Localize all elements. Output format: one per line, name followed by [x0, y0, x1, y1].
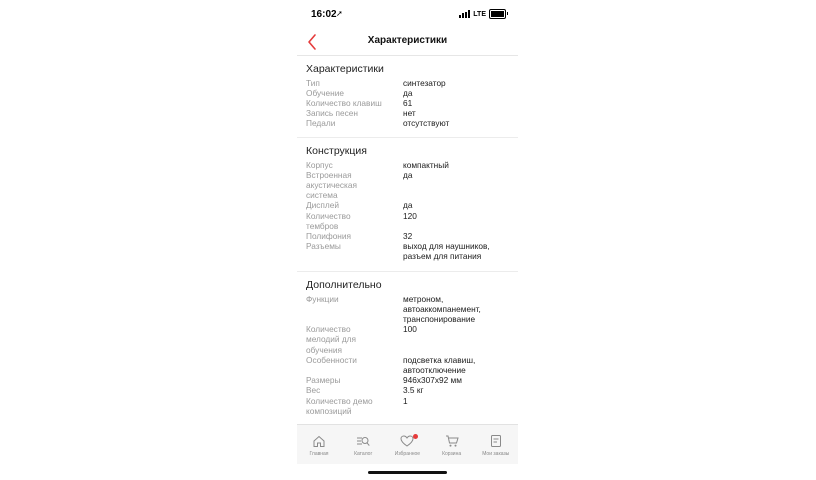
status-bar — [297, 0, 518, 28]
status-time: 16:02 — [311, 9, 337, 20]
spec-value-line: транспонирование — [403, 313, 476, 324]
spec-row — [306, 78, 512, 88]
tab-catalog-search[interactable] — [341, 425, 385, 465]
location-arrow-icon: ➚ — [336, 9, 343, 18]
spec-value — [403, 200, 513, 210]
spec-section — [297, 138, 518, 272]
heart-icon — [400, 434, 414, 448]
spec-label — [306, 324, 398, 355]
spec-label-line: Функции — [306, 293, 339, 304]
spec-row — [306, 98, 512, 108]
spec-value — [403, 385, 513, 395]
spec-value-line: синтезатор — [403, 77, 446, 88]
spec-value — [403, 324, 513, 334]
spec-value-line: автоотключение — [403, 364, 466, 375]
spec-label — [306, 294, 398, 304]
spec-row — [306, 385, 512, 395]
spec-label-line: Педали — [306, 118, 336, 129]
spec-value-line: 61 — [403, 97, 413, 108]
catalog-search-icon — [356, 434, 370, 448]
tab-label: Избранное — [394, 451, 421, 457]
spec-value — [403, 98, 513, 108]
spec-label — [306, 78, 398, 88]
tab-home[interactable] — [297, 425, 341, 465]
spec-label — [306, 385, 398, 395]
spec-value — [403, 355, 513, 375]
spec-value — [403, 88, 513, 98]
spec-row — [306, 231, 512, 241]
spec-row — [306, 200, 512, 210]
spec-label-line: Обучение — [306, 87, 344, 98]
spec-value-line: да — [403, 200, 413, 211]
tab-label: Мои заказы — [482, 451, 510, 457]
spec-label — [306, 396, 398, 416]
signal-icon — [459, 10, 470, 18]
spec-label-line: Дисплей — [306, 200, 339, 211]
spec-label-line: Встроенная — [306, 169, 352, 180]
spec-value — [403, 118, 513, 128]
spec-label — [306, 170, 398, 201]
status-indicators — [459, 9, 506, 19]
battery-icon — [489, 9, 506, 19]
spec-row — [306, 88, 512, 98]
spec-label — [306, 108, 398, 118]
spec-label-line: акустическая — [306, 179, 357, 190]
spec-row — [306, 324, 512, 355]
spec-label-line: обучения — [306, 344, 342, 355]
section-title: Характеристики — [306, 63, 384, 75]
spec-label — [306, 241, 398, 251]
spec-label-line: Количество — [306, 324, 351, 335]
spec-value — [403, 294, 513, 325]
spec-value — [403, 241, 513, 261]
network-type: LTE — [473, 10, 486, 18]
home-icon — [312, 434, 326, 448]
spec-value — [403, 396, 513, 406]
spec-label-line: мелодий для — [306, 334, 356, 345]
tab-label: Главная — [309, 451, 329, 457]
spec-row — [306, 170, 512, 201]
spec-label — [306, 160, 398, 170]
tab-cart[interactable] — [430, 425, 474, 465]
spec-value-line: да — [403, 169, 413, 180]
spec-value-line: разъем для питания — [403, 251, 482, 262]
spec-label — [306, 98, 398, 108]
spec-row — [306, 241, 512, 261]
spec-row — [306, 355, 512, 375]
spec-label-line: Запись песен — [306, 108, 358, 119]
spec-value-line: метроном, — [403, 293, 444, 304]
spec-value-line: 1 — [403, 395, 408, 406]
tab-label: Каталог — [354, 451, 373, 457]
spec-section — [297, 272, 518, 424]
tab-bar — [297, 424, 518, 464]
spec-value — [403, 231, 513, 241]
spec-row — [306, 118, 512, 128]
spec-label-line: Размеры — [306, 375, 341, 386]
spec-label-line: Количество — [306, 210, 351, 221]
spec-value — [403, 170, 513, 180]
nav-bar — [297, 28, 518, 56]
spec-value — [403, 160, 513, 170]
spec-row — [306, 294, 512, 325]
orders-icon — [489, 434, 503, 448]
spec-label-line: Вес — [306, 385, 321, 396]
spec-label — [306, 375, 398, 385]
spec-label — [306, 211, 398, 231]
spec-label-line: Особенности — [306, 354, 357, 365]
spec-value-line: компактный — [403, 159, 449, 170]
tab-orders[interactable] — [474, 425, 518, 465]
spec-value-line: 120 — [403, 210, 417, 221]
spec-row — [306, 211, 512, 231]
spec-label — [306, 88, 398, 98]
spec-label — [306, 355, 398, 365]
spec-row — [306, 396, 512, 416]
cart-icon — [445, 434, 459, 448]
spec-label-line: система — [306, 190, 338, 201]
spec-value-line: нет — [403, 108, 416, 119]
spec-row — [306, 375, 512, 385]
page-title: Характеристики — [367, 35, 448, 46]
spec-label — [306, 200, 398, 210]
spec-row — [306, 160, 512, 170]
spec-value — [403, 375, 513, 385]
spec-label-line: Количество демо — [306, 395, 373, 406]
spec-value-line: подсветка клавиш, — [403, 354, 476, 365]
spec-section — [297, 56, 518, 138]
spec-value — [403, 211, 513, 221]
section-title: Дополнительно — [306, 279, 382, 291]
spec-label-line: Корпус — [306, 159, 333, 170]
tab-label: Корзина — [442, 451, 462, 457]
spec-value-line: 100 — [403, 324, 417, 335]
specs-list — [297, 56, 518, 424]
spec-row — [306, 108, 512, 118]
spec-value-line: 32 — [403, 230, 413, 241]
spec-label-line: Разъемы — [306, 241, 341, 252]
spec-label-line: Количество клавиш — [306, 97, 382, 108]
spec-value-line: отсутствуют — [403, 118, 450, 129]
spec-value-line: 946x307x92 мм — [403, 375, 462, 386]
spec-value-line: выход для наушников, — [403, 241, 490, 252]
tab-heart[interactable] — [385, 425, 429, 465]
spec-label-line: Тип — [306, 77, 320, 88]
spec-label-line: тембров — [306, 220, 339, 231]
spec-value — [403, 78, 513, 88]
spec-value-line: 3.5 кг — [403, 385, 424, 396]
home-indicator — [368, 471, 447, 474]
phone-screen — [297, 0, 518, 480]
notification-badge — [413, 434, 418, 439]
spec-value — [403, 108, 513, 118]
spec-value-line: автоаккомпанемент, — [403, 303, 481, 314]
spec-label-line: композиций — [306, 405, 352, 416]
spec-label — [306, 118, 398, 128]
spec-label-line: Полифония — [306, 230, 352, 241]
spec-value-line: да — [403, 87, 413, 98]
section-title: Конструкция — [306, 145, 367, 157]
spec-label — [306, 231, 398, 241]
